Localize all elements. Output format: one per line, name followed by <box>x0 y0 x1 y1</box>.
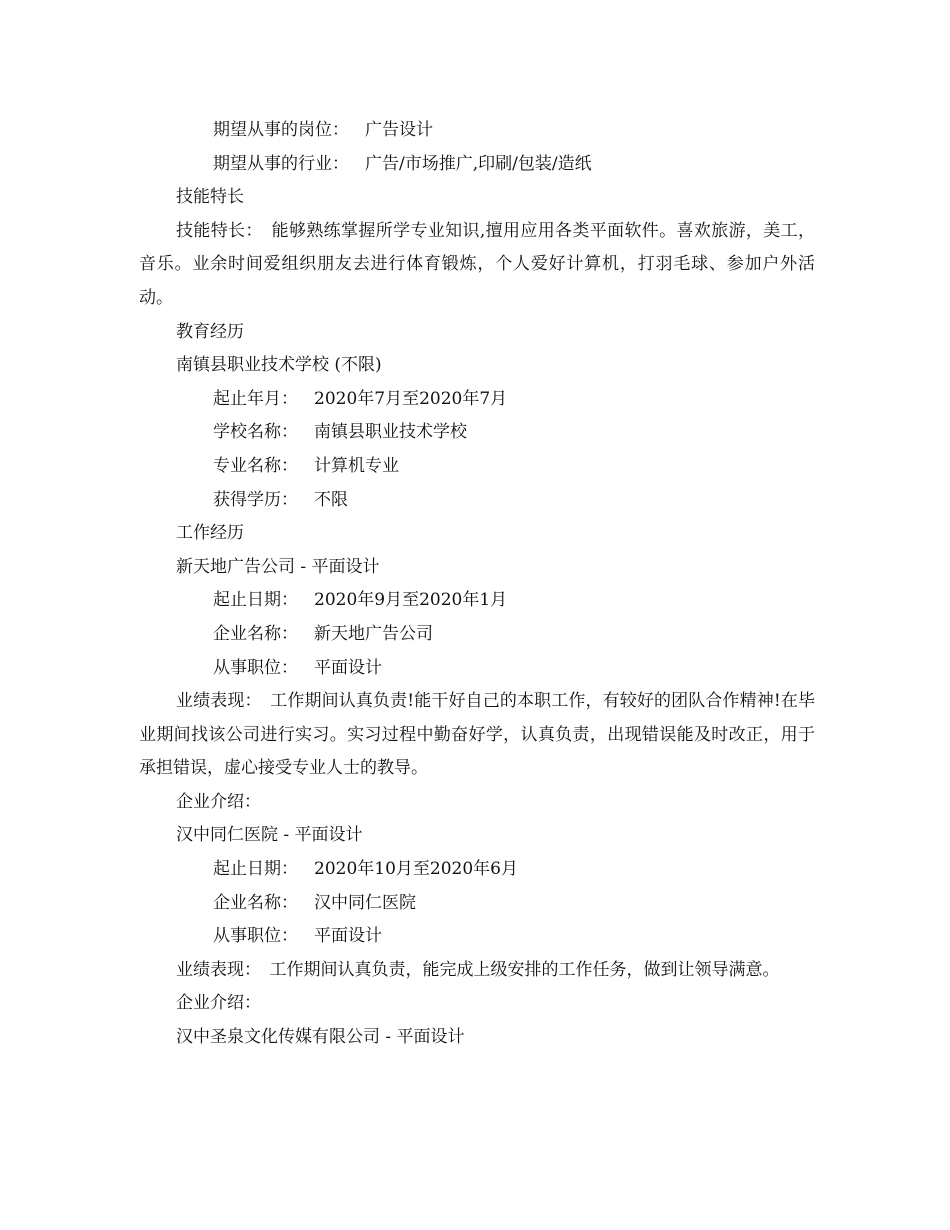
field-value: 2020年10月至2020年6月 <box>314 859 518 880</box>
work-entry-title-2: 汉中同仁医院 - 平面设计 <box>176 825 363 846</box>
section-heading-work: 工作经历 <box>176 523 244 544</box>
field-label: 从事职位： <box>213 926 298 947</box>
field-value: 平面设计 <box>314 926 382 947</box>
field-label: 学校名称： <box>213 422 298 443</box>
field-value: 计算机专业 <box>314 455 399 476</box>
work-period-line-2 <box>139 853 815 887</box>
field-value: 汉中同仁医院 <box>314 892 416 913</box>
field-value: 不限 <box>314 489 348 510</box>
work-entry-title-1: 新天地广告公司 - 平面设计 <box>176 556 380 577</box>
performance-paragraph-1: 业绩表现： 工作期间认真负责!能干好自己的本职工作，有较好的团队合作精神!在毕业期间找该公司进行实习。实习过程中勤奋好学，认真负责，出现错误能及时改正，用于承担错误，虚心接受专业人士的教导。 <box>139 691 815 779</box>
major-name-line <box>139 450 815 484</box>
field-value: 新天地广告公司 <box>314 623 433 644</box>
section-heading-education: 教育经历 <box>176 321 244 342</box>
field-label: 起止日期： <box>213 859 298 880</box>
work-entry-title-3: 汉中圣泉文化传媒有限公司 - 平面设计 <box>176 1027 465 1048</box>
performance-paragraph-2: 业绩表现： 工作期间认真负责，能完成上级安排的工作任务，做到让领导满意。 <box>176 959 780 980</box>
field-value: 广告设计 <box>365 120 433 140</box>
field-label: 从事职位： <box>213 657 298 678</box>
section-heading-skills: 技能特长 <box>176 187 244 208</box>
degree-line <box>139 484 815 518</box>
field-label: 起止年月： <box>213 388 298 409</box>
work-period-line-1 <box>139 584 815 618</box>
company-name-line-1 <box>139 618 815 652</box>
field-label: 专业名称： <box>213 455 298 476</box>
field-value: 南镇县职业技术学校 <box>314 422 467 443</box>
field-value: 广告/市场推广,印刷/包装/造纸 <box>365 153 592 174</box>
field-label: 获得学历： <box>213 489 298 510</box>
field-label: 企业名称： <box>213 623 298 644</box>
field-label: 期望从事的行业： <box>213 153 349 174</box>
field-label: 起止日期： <box>213 590 298 611</box>
skills-paragraph: 技能特长： 能够熟练掌握所学专业知识,擅用应用各类平面软件。喜欢旅游，美工，音乐。业余时间爱组织朋友去进行体育锻炼，个人爱好计算机，打羽毛球、参加户外活动。 <box>139 220 815 308</box>
company-intro-label-1: 企业介绍： <box>176 791 261 812</box>
expected-industry-line <box>139 148 815 182</box>
document-body <box>139 114 815 1055</box>
field-value: 2020年9月至2020年1月 <box>314 590 508 611</box>
company-intro-label-2: 企业介绍： <box>176 993 261 1014</box>
field-label: 期望从事的岗位： <box>213 120 349 140</box>
field-label: 企业名称： <box>213 892 298 913</box>
field-value: 2020年7月至2020年7月 <box>314 388 508 409</box>
job-title-line-2 <box>139 920 815 954</box>
job-title-line-1 <box>139 652 815 686</box>
education-entry-title: 南镇县职业技术学校 (不限) <box>176 355 382 376</box>
field-value: 平面设计 <box>314 657 382 678</box>
education-period-line <box>139 383 815 417</box>
company-name-line-2 <box>139 887 815 921</box>
school-name-line <box>139 416 815 450</box>
expected-position-line <box>139 114 815 148</box>
